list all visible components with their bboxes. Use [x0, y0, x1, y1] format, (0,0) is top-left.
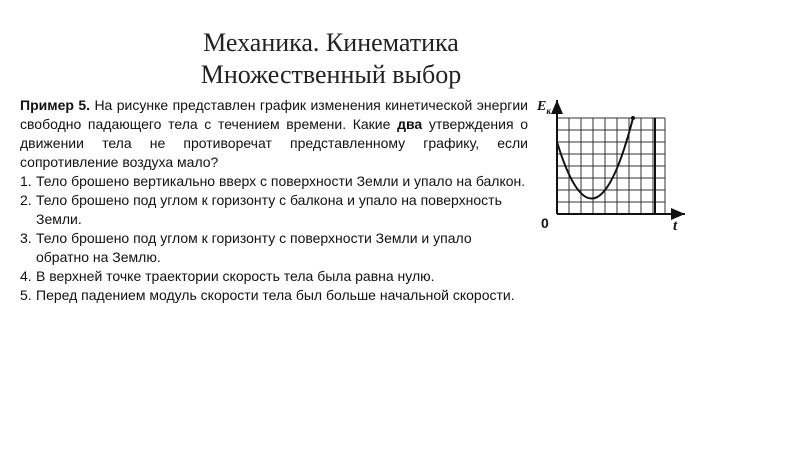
problem-statement [20, 96, 528, 172]
option-number: 4. [20, 268, 32, 284]
problem-text-part2: утверждения о движении тела не противоречат представленному графику, если сопротивление воздуха мало? [20, 116, 528, 170]
problem-block [20, 96, 528, 305]
option-text: Перед падением модуль скорости тела был больше начальной скорости. [36, 287, 515, 303]
kinetic-energy-graph [530, 90, 695, 240]
option-text: Тело брошено вертикально вверх с поверхности Земли и упало на балкон. [36, 173, 526, 189]
y-axis-label: $E_к$ [537, 99, 551, 116]
slide-title: Механика. Кинематика [203, 28, 459, 57]
y-axis-subscript: к [546, 106, 551, 116]
curve-end-point [631, 116, 635, 120]
problem-label: Пример 5. [20, 97, 91, 113]
slide-subtitle: Множественный выбор [200, 60, 462, 89]
graph-grid [557, 118, 665, 214]
problem-text-part1: На рисунке представлен график изменения кинетической энергии свободно падающего тела с течением времени. Какие [20, 97, 528, 132]
option-5 [20, 286, 528, 305]
option-1 [20, 172, 528, 191]
option-number: 3. [20, 230, 32, 246]
problem-emphasis: два [397, 116, 423, 132]
option-text: В верхней точке траектории скорость тела была равна нулю. [36, 268, 435, 284]
answer-options [20, 172, 528, 305]
option-number: 2. [20, 192, 32, 208]
option-text: Тело брошено под углом к горизонту с балкона и упало на поверхность Земли. [36, 192, 502, 227]
option-3 [20, 229, 528, 267]
x-axis-label: t [673, 218, 678, 234]
option-text: Тело брошено под углом к горизонту с поверхности Земли и упало обратно на Землю. [36, 230, 472, 265]
option-4 [20, 267, 528, 286]
option-2 [20, 191, 528, 229]
option-number: 1. [20, 173, 32, 189]
option-number: 5. [20, 287, 32, 303]
origin-label: 0 [541, 215, 549, 231]
